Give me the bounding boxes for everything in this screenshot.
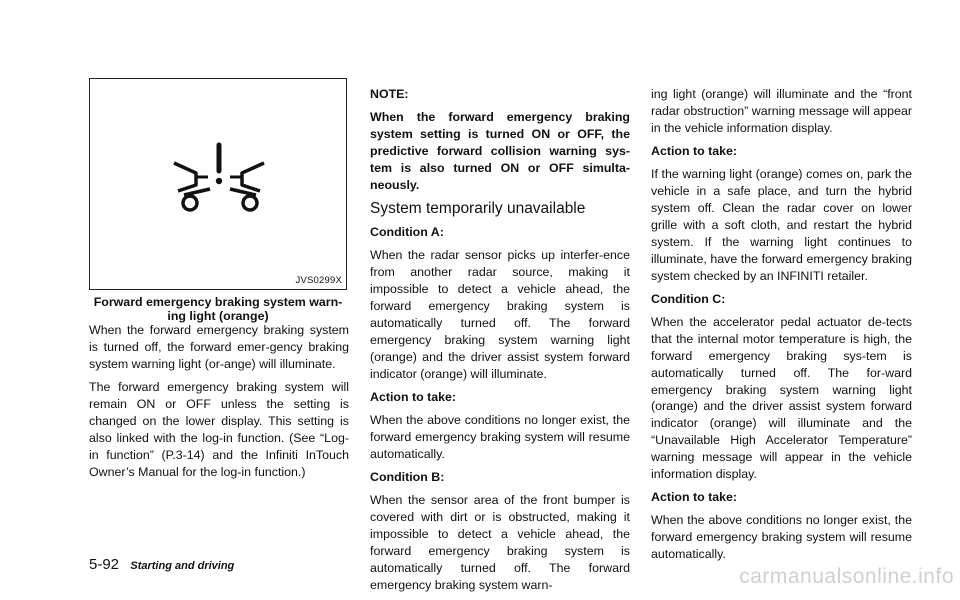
condition-label: Condition C: xyxy=(651,291,726,306)
note-label: NOTE: xyxy=(370,87,409,101)
paragraph: ing light (orange) will illuminate and the “front radar obstruction” warning message will appear in the vehicle information display. xyxy=(651,87,912,135)
action-label: Action to take: xyxy=(370,390,457,405)
section-title: System temporarily unavailable xyxy=(370,200,586,218)
watermark: carmanualsonline.info xyxy=(739,565,954,588)
note-text: When the forward emergency braking system setting is turned ON or OFF, the predictive forward collision warning sys-tem is also turned ON or OFF simulta-neously. xyxy=(370,109,630,192)
paragraph: When the accelerator pedal actuator de-tects that the internal motor temperature is high, the forward emergency braking sys-tem is automatically turned off. The for-ward emergency braking system warning light (orange) and the driver assist system forward indicator (orange) will illuminate and the “Unavailable High Accelerator Temperature” warning message will appear in the vehicle information display. xyxy=(651,314,912,482)
column-2 xyxy=(370,86,630,600)
figure-caption: Forward emergency braking system warn-ing light (orange) xyxy=(93,295,343,323)
paragraph: When the sensor area of the front bumper is covered with dirt or is obstructed, making it impossible to detect a vehicle ahead, the forward emergency braking system is automatically turned off. The forward emergency braking system warn- xyxy=(370,493,630,592)
paragraph: The forward emergency braking system will remain ON or OFF unless the setting is changed on the lower display. This setting is also linked with the log-in function. (See “Log-in function” (P.3-14) and the Infiniti InTouch Owner’s Manual for the log-in function.) xyxy=(89,380,349,479)
condition-label: Condition B: xyxy=(370,470,445,485)
forward-emergency-braking-warning-icon xyxy=(170,141,270,221)
figure-id: JVS0299X xyxy=(295,275,342,286)
condition-label: Condition A: xyxy=(370,225,444,240)
action-label: Action to take: xyxy=(651,490,738,505)
column-3 xyxy=(651,86,912,570)
paragraph: When the above conditions no longer exist, the forward emergency braking system will resume automatically. xyxy=(370,413,630,461)
page-number: 5-92 xyxy=(89,556,120,573)
section-name: Starting and driving xyxy=(130,560,235,572)
paragraph: When the forward emergency braking system is turned off, the forward emer-gency braking system warning light (or-ange) will illuminate. xyxy=(89,323,349,371)
paragraph: If the warning light (orange) comes on, park the vehicle in a safe place, and turn the hybrid system off. Clean the radar cover on lower grille with a soft cloth, and restart the hybrid system. If the warning light continues to illuminate, have the forward emergency braking system checked by an INFINITI retailer. xyxy=(651,167,912,283)
action-label: Action to take: xyxy=(651,144,738,159)
paragraph: When the above conditions no longer exist, the forward emergency braking system will resume automatically. xyxy=(651,513,912,562)
page-footer xyxy=(89,556,234,573)
warning-light-figure xyxy=(89,78,347,290)
paragraph: When the radar sensor picks up interfer-ence from another radar source, making it impossible to detect a vehicle ahead, the forward emergency braking system is automatically turned off. The forward emergency braking system warning light (orange) and the driver assist system forward indicator (orange) will illuminate. xyxy=(370,248,630,381)
